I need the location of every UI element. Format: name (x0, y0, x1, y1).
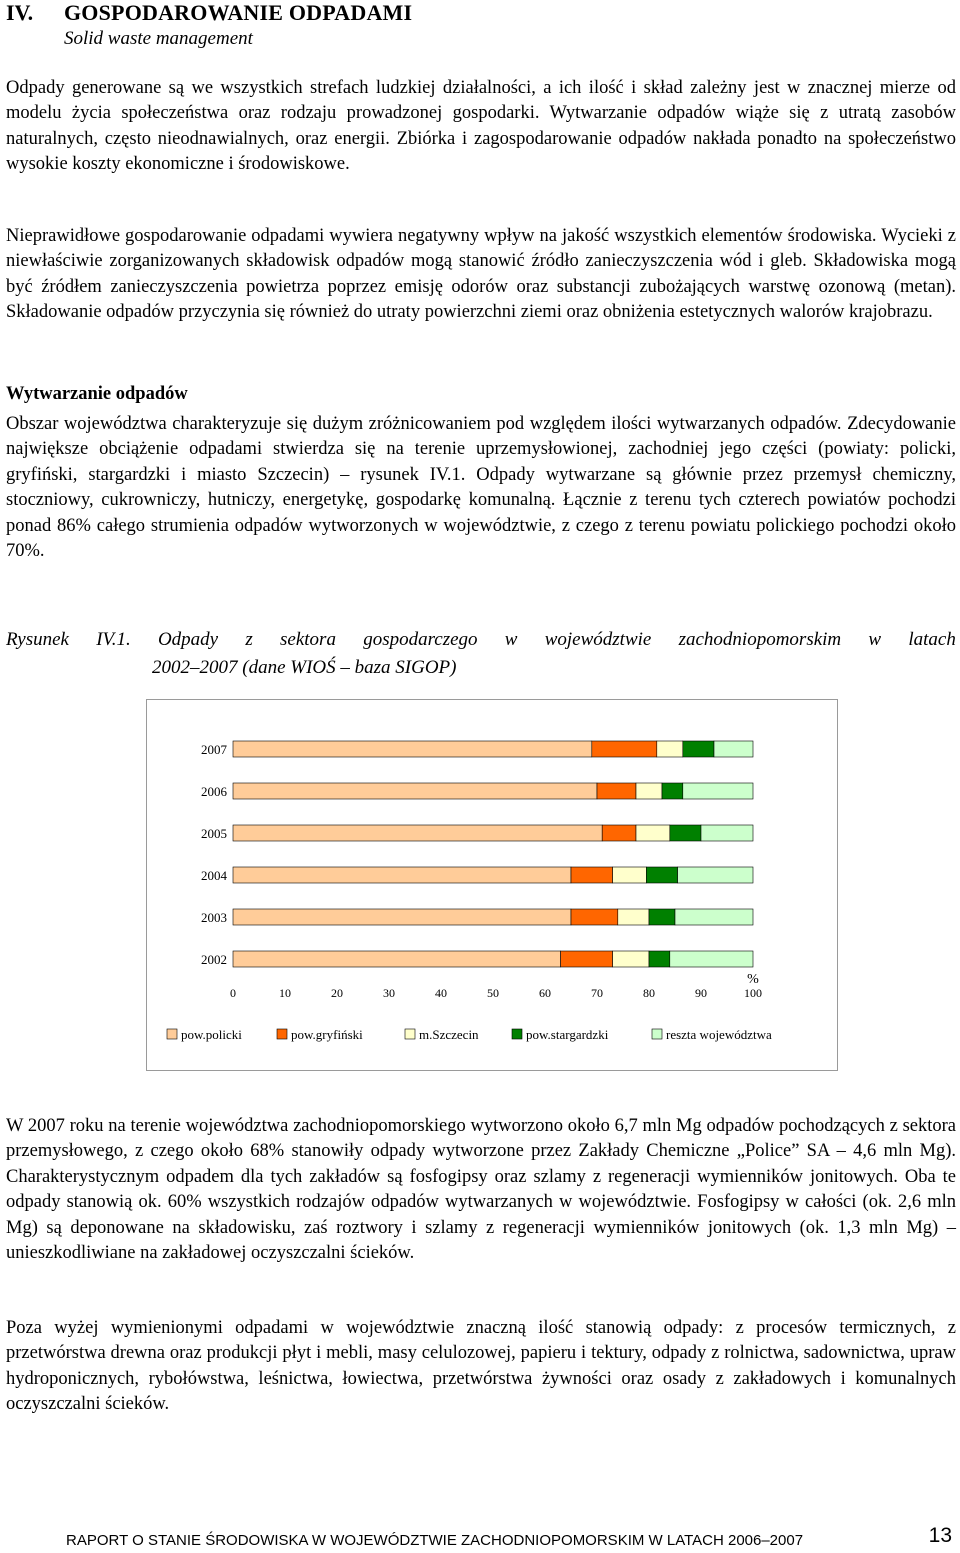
x-tick-label: 60 (539, 986, 551, 1000)
bar-segment (613, 867, 647, 883)
bar-segment (233, 867, 571, 883)
bar-segment (675, 909, 753, 925)
bar-segment (233, 951, 561, 967)
legend-swatch (652, 1029, 662, 1039)
bar-segment (597, 783, 636, 799)
bar-segment (649, 951, 670, 967)
category-label: 2006 (201, 784, 227, 799)
bar-segment (670, 951, 753, 967)
category-label: 2002 (201, 952, 227, 967)
x-tick-label: 20 (331, 986, 343, 1000)
x-tick-label: 90 (695, 986, 707, 1000)
caption-word: z (245, 629, 253, 650)
x-axis-unit: % (747, 972, 759, 987)
category-label: 2005 (201, 826, 227, 841)
paragraph-impact: Nieprawidłowe gospodarowanie odpadami wywiera negatywny wpływ na jakość wszystkich elementów środowiska. Wycieki z niewłaściwie zorganizowanych składowisk odpadów mogą stanowić źródło zanieczyszczenia wód i gleb. Składowiska mogą być źródłem zanieczyszczenia powietrza poprzez emisję odorów oraz substancji zubożających warstwę ozonową (metan). Składowanie odpadów przyczynia się również do utraty powierzchni ziemi oraz obniżenia estetycznych walorów krajobrazu. (6, 226, 956, 323)
caption-word: w (868, 629, 882, 650)
legend-label: m.Szczecin (419, 1027, 479, 1042)
footer-title: RAPORT O STANIE ŚRODOWISKA W WOJEWÓDZTWIE ZACHODNIOPOMORSKIM W LATACH 2006–2007 (66, 1532, 804, 1549)
bar-segment (657, 741, 683, 757)
bar-segment (678, 867, 753, 883)
waste-share-chart (147, 700, 837, 1070)
section-subheading: Wytwarzanie odpadów (6, 384, 188, 404)
bar-segment (571, 867, 613, 883)
figure-caption-line2: 2002–2007 (dane WIOŚ – baza SIGOP) (152, 657, 457, 678)
bar-segment (646, 867, 677, 883)
legend-label: reszta województwa (666, 1027, 772, 1042)
paragraph-intro: Odpady generowane są we wszystkich strefach ludzkiej działalności, a ich ilość i skład zależny jest w znacznej mierze od modelu życia społeczeństwa oraz rodzaju prowadzonej gospodarki. Wytwarzanie odpadów wiąże się z utratą zasobów naturalnych, często nieodnawialnych, oraz energii. Zbiórka i zagospodarowanie odpadów nakłada ponadto na społeczeństwo wysokie koszty ekonomiczne i środowiskowe. (6, 78, 956, 175)
bar-segment (683, 783, 753, 799)
caption-word: województwie (544, 629, 652, 650)
x-tick-label: 50 (487, 986, 499, 1000)
category-label: 2007 (201, 742, 227, 757)
paragraph-2007-summary: W 2007 roku na terenie województwa zachodniopomorskiego wytworzono około 6,7 mln Mg odpadów pochodzących z sektora przemysłowego, z czego około 68% stanowiły odpady wytworzone przez Zakłady Chemiczne „Police” SA – 4,6 mln Mg). Charakterystycznym odpadem dla tych zakładów są fosfogipsy oraz szlamy z regeneracji wymienników jonitowych. Oba te odpady stanowią ok. 60% wszystkich rodzajów odpadów wytwarzanych w województwie. Fosfogipsy w całości (ok. 2,6 mln Mg) są deponowane na składowisku, zaś roztwory i szlamy z regeneracji wymienników jonitowych (ok. 1,3 mln Mg) – unieszkodliwiane na zakładowej oczyszczalni ścieków. (6, 1116, 956, 1264)
figure-caption (6, 626, 956, 682)
caption-word: w (504, 629, 518, 650)
bar-segment (613, 951, 649, 967)
bar-segment (670, 825, 701, 841)
bar-segment (561, 951, 613, 967)
caption-word: IV.1. (96, 629, 131, 650)
caption-word: latach (908, 629, 956, 650)
chapter-title: GOSPODAROWANIE ODPADAMI (64, 0, 413, 25)
bar-segment (618, 909, 649, 925)
paragraph-other-waste: Poza wyżej wymienionymi odpadami w województwie znaczną ilość stanowią odpady: z procesów termicznych, z przetwórstwa drewna oraz produkcji płyt i mebli, masy celulozowej, papieru i tektury, odpady z rolnictwa, sadownictwa, upraw hydroponicznych, rybołówstwa, leśnictwa, łowiectwa, przetwórstwa żywności oraz osady z zakładowych i komunalnych oczyszczalni ścieków. (6, 1318, 956, 1415)
legend-swatch (167, 1029, 177, 1039)
bar-segment (636, 825, 670, 841)
x-tick-label: 10 (279, 986, 291, 1000)
chapter-subtitle: Solid waste management (64, 28, 253, 49)
chapter-number: IV. (6, 0, 34, 25)
bar-segment (649, 909, 675, 925)
bar-segment (592, 741, 657, 757)
bar-segment (233, 741, 592, 757)
caption-word: gospodarczego (363, 629, 478, 650)
legend-swatch (512, 1029, 522, 1039)
x-tick-label: 80 (643, 986, 655, 1000)
x-tick-label: 40 (435, 986, 447, 1000)
bar-segment (602, 825, 636, 841)
paragraph-generation: Obszar województwa charakteryzuje się dużym zróżnicowaniem pod względem ilości wytwarzanych odpadów. Zdecydowanie największe obciążenie odpadami stwierdza się na terenie uprzemysłowionej, zachodniej jego części (powiaty: policki, gryfiński, stargardzki i miasto Szczecin) – rysunek IV.1. Odpady wytwarzane są głównie przez przemysł chemiczny, stoczniowy, cukrowniczy, hutniczy, energetykę, gospodarkę komunalną. Łącznie z terenu tych czterech powiatów pochodzi ponad 86% całego strumienia odpadów wytworzonych w województwie, z czego z terenu powiatu polickiego pochodzi około 70%. (6, 414, 956, 562)
x-tick-label: 70 (591, 986, 603, 1000)
bar-segment (662, 783, 683, 799)
bar-segment (636, 783, 662, 799)
caption-word: sektora (280, 629, 336, 650)
bar-segment (683, 741, 714, 757)
bar-segment (714, 741, 753, 757)
bar-segment (571, 909, 618, 925)
caption-word: Rysunek (6, 629, 69, 650)
bar-segment (701, 825, 753, 841)
legend-swatch (277, 1029, 287, 1039)
category-label: 2003 (201, 910, 227, 925)
figure-caption-line1 (6, 626, 956, 654)
legend-swatch (405, 1029, 415, 1039)
bar-segment (233, 909, 571, 925)
x-tick-label: 30 (383, 986, 395, 1000)
caption-word: zachodniopomorskim (678, 629, 842, 650)
page-number: 13 (928, 1524, 952, 1547)
chart-frame (146, 699, 838, 1071)
x-tick-label: 0 (230, 986, 236, 1000)
legend-label: pow.policki (181, 1027, 242, 1042)
legend-label: pow.gryfiński (291, 1027, 363, 1042)
category-label: 2004 (201, 868, 227, 883)
bar-segment (233, 825, 602, 841)
legend-label: pow.stargardzki (526, 1027, 609, 1042)
caption-word: Odpady (157, 629, 219, 650)
x-tick-label: 100 (744, 986, 762, 1000)
bar-segment (233, 783, 597, 799)
